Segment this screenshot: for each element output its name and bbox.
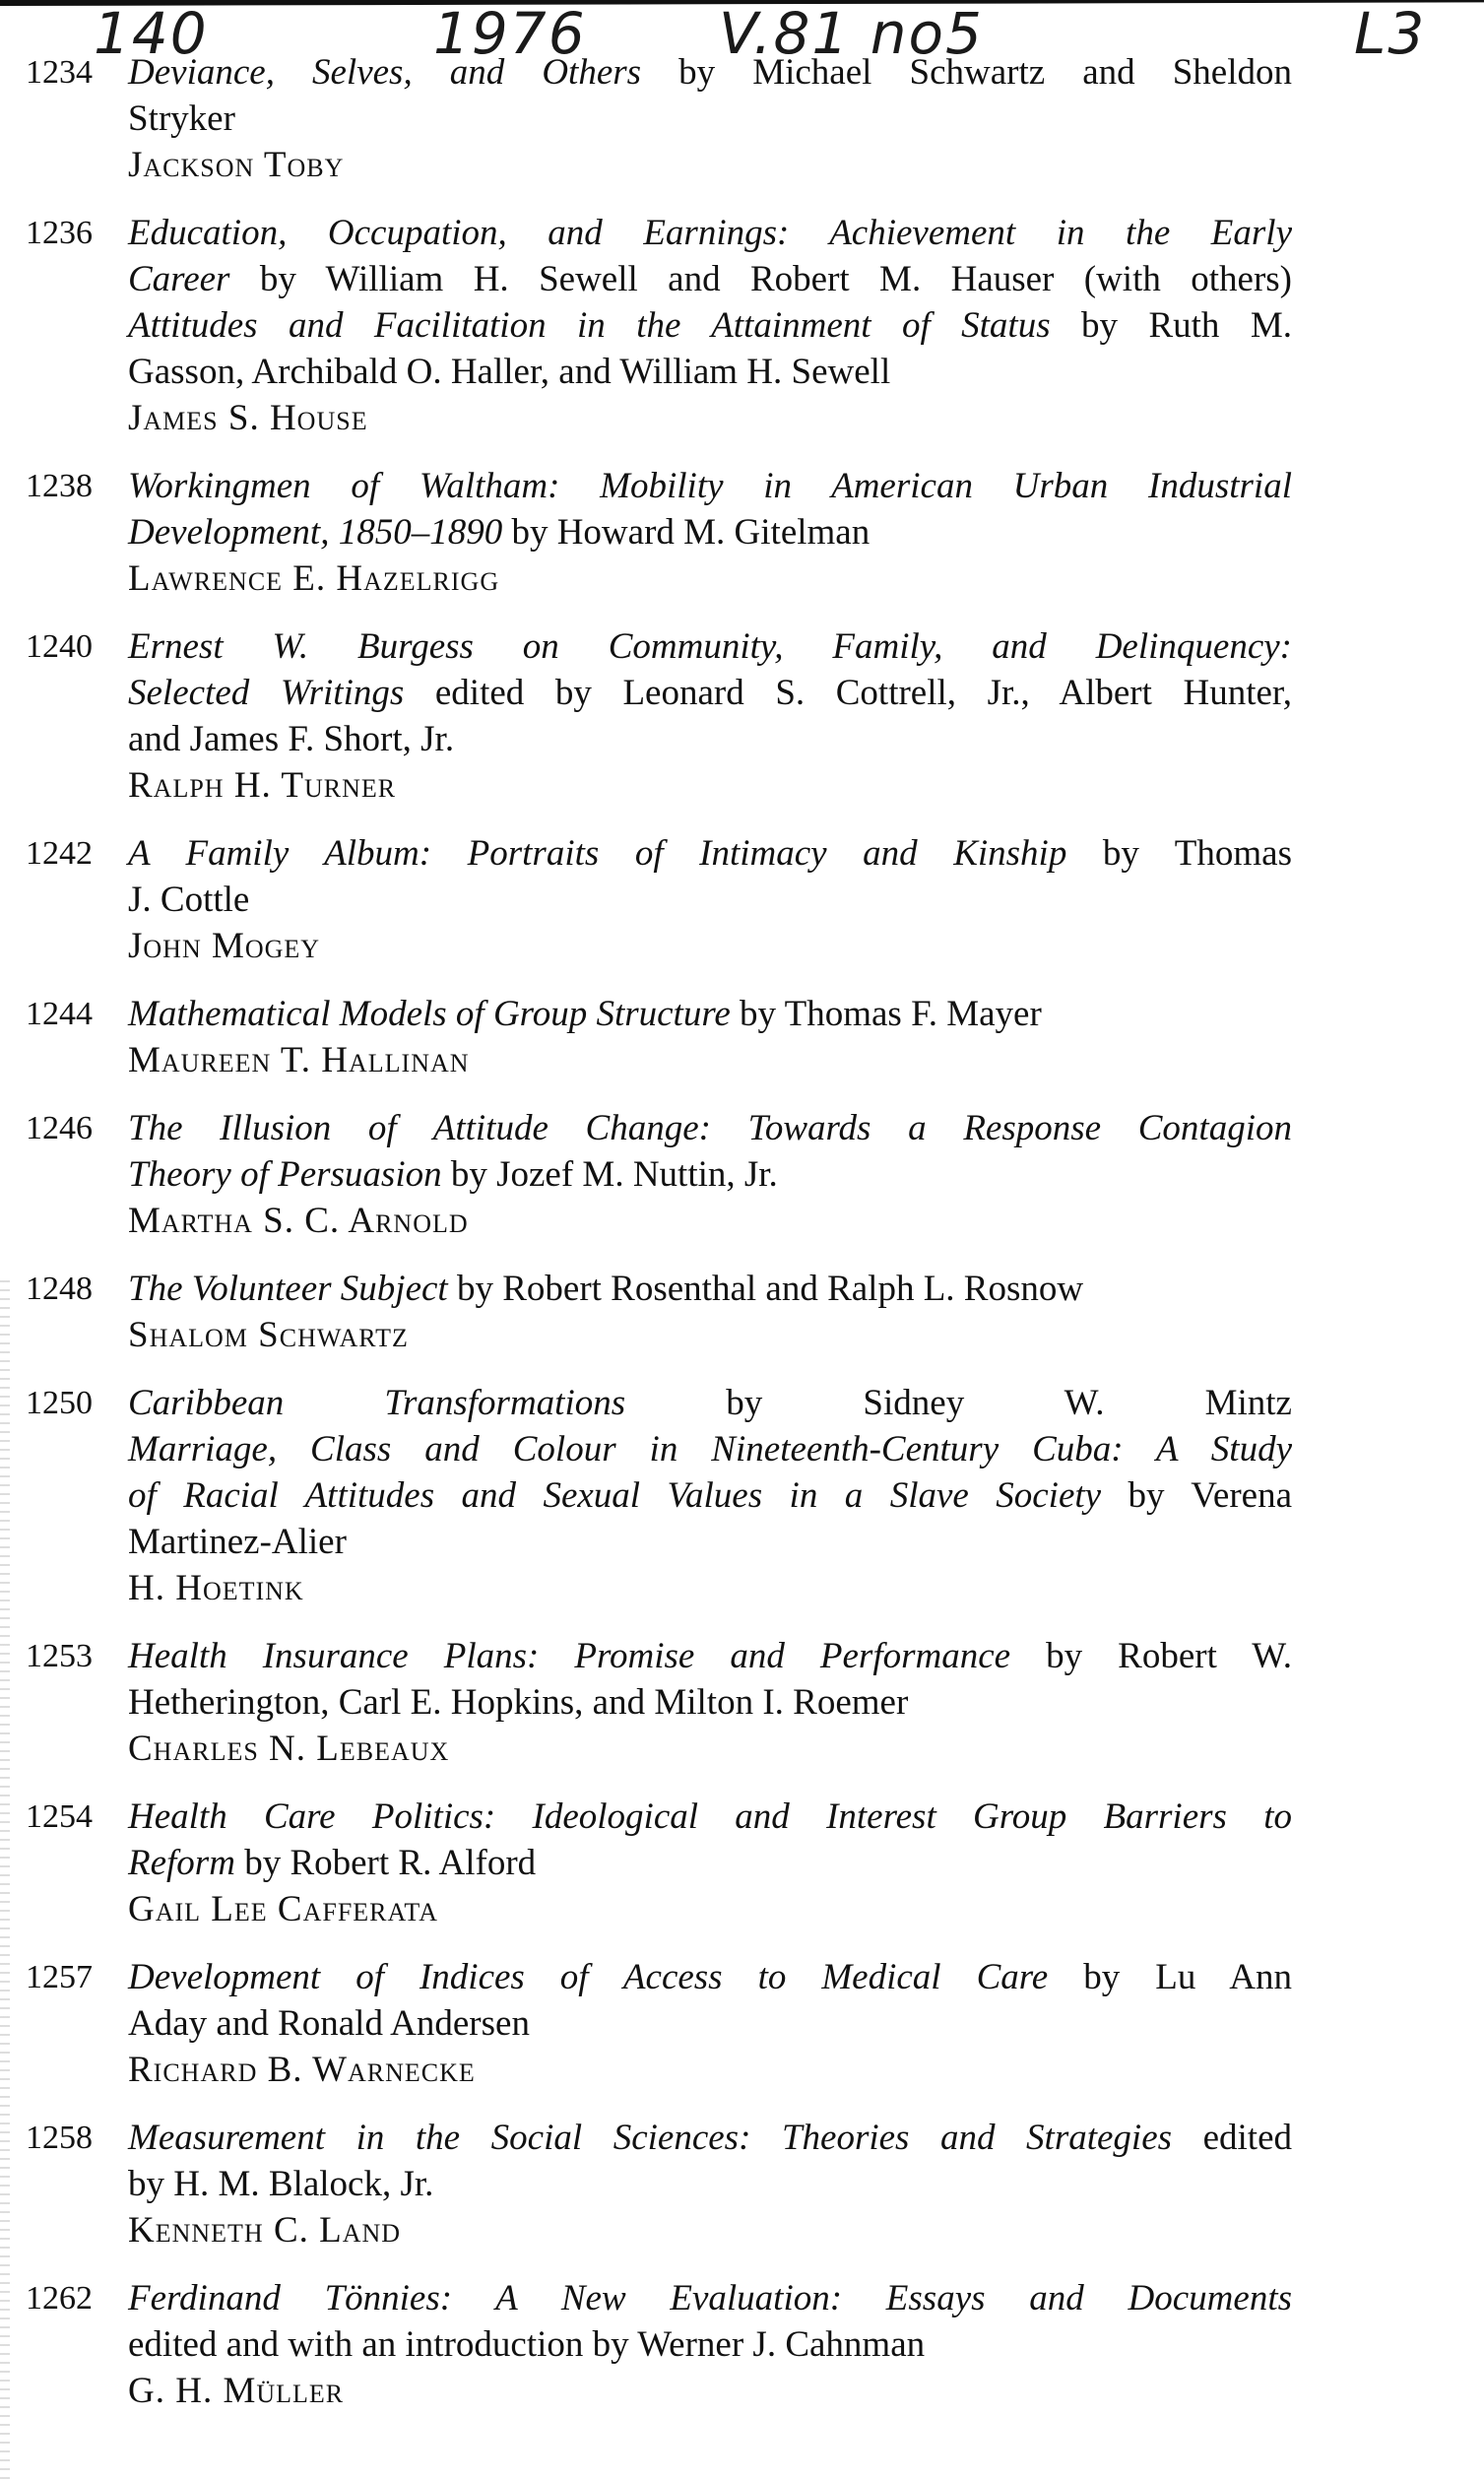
review-entry <box>0 991 1484 1083</box>
citation-text: by Thomas F. Mayer <box>730 994 1042 1034</box>
citation-text: by Robert Rosenthal and Ralph L. Rosnow <box>447 1269 1084 1309</box>
citation-line <box>128 1519 1292 1565</box>
review-entry <box>0 2275 1484 2414</box>
review-entry <box>0 1105 1484 1244</box>
reviewer-name: H. Hoetink <box>128 1568 304 1608</box>
citation-text: by Robert W. <box>1010 1636 1292 1676</box>
book-title: Marriage, Class and Colour in Nineteenth-Century Cuba: A Study <box>128 1429 1292 1469</box>
handwritten-note-1: 140 <box>94 0 209 67</box>
reviewer-name: Jackson Toby <box>128 145 345 185</box>
review-entry <box>0 1954 1484 2093</box>
entry-body <box>128 1105 1292 1244</box>
citation-line <box>128 49 1292 96</box>
review-entry <box>0 463 1484 602</box>
review-entry <box>0 1633 1484 1772</box>
citation-text: by Thomas <box>1066 833 1292 874</box>
entry-body <box>128 1380 1292 1611</box>
citation-text: by Robert R. Alford <box>234 1843 537 1883</box>
citation-line <box>128 349 1292 395</box>
handwritten-note-3: V.81 no5 <box>719 0 984 67</box>
citation-text: by H. M. Blalock, Jr. <box>128 2164 434 2204</box>
book-title: Health Care Politics: Ideological and Interest Group Barriers to <box>128 1796 1292 1837</box>
citation-line <box>128 2115 1292 2161</box>
citation-line <box>128 991 1292 1037</box>
entry-body <box>128 1954 1292 2093</box>
book-title: Measurement in the Social Sciences: Theories and Strategies <box>128 2118 1173 2158</box>
citation-text: by Michael Schwartz and Sheldon <box>641 52 1292 93</box>
citation-line <box>128 1266 1292 1312</box>
book-title: Reform <box>128 1843 235 1883</box>
citation-line <box>128 302 1292 349</box>
page-number: 1246 <box>26 1110 93 1146</box>
citation-line <box>128 463 1292 509</box>
book-title: Deviance, Selves, and Others <box>128 52 642 93</box>
entry-body <box>128 1794 1292 1932</box>
reviewer-name: Charles N. Lebeaux <box>128 1729 450 1769</box>
citation-line <box>128 670 1292 716</box>
reviewer-name: Ralph H. Turner <box>128 765 397 806</box>
citation-line <box>128 210 1292 256</box>
citation-line <box>128 623 1292 670</box>
entry-body <box>128 2275 1292 2414</box>
citation-line <box>128 256 1292 302</box>
citation-line <box>128 1105 1292 1151</box>
book-title: Theory of Persuasion <box>128 1154 442 1195</box>
citation-text: by Sidney W. Mintz <box>625 1383 1292 1423</box>
reviewer-name: James S. House <box>128 398 368 438</box>
page-number: 1258 <box>26 2120 93 2156</box>
citation-line <box>128 1679 1292 1726</box>
page-number: 1248 <box>26 1271 93 1307</box>
citation-line <box>128 830 1292 877</box>
citation-text: Stryker <box>128 98 235 139</box>
handwritten-note-4: L3 <box>1354 0 1427 67</box>
citation-text: Aday and Ronald Andersen <box>128 2003 530 2044</box>
book-title: Caribbean Transformations <box>128 1383 626 1423</box>
review-entry <box>0 210 1484 441</box>
reviewer-name: G. H. Müller <box>128 2371 345 2411</box>
book-title: Ferdinand Tönnies: A New Evaluation: Essays and Documents <box>128 2278 1292 2318</box>
citation-line <box>128 1151 1292 1198</box>
page-number: 1240 <box>26 628 93 665</box>
citation-text: by Lu Ann <box>1048 1957 1292 1997</box>
review-entry <box>0 49 1484 188</box>
book-title: Career <box>128 259 230 299</box>
reviewer-name: Martha S. C. Arnold <box>128 1201 469 1241</box>
citation-text: edited <box>1172 2118 1292 2158</box>
reviewer-name: Richard B. Warnecke <box>128 2050 476 2090</box>
citation-line <box>128 1633 1292 1679</box>
citation-text: J. Cottle <box>128 880 250 920</box>
page-number: 1257 <box>26 1959 93 1995</box>
page-number: 1253 <box>26 1638 93 1674</box>
review-list <box>0 49 1484 2414</box>
citation-line <box>128 96 1292 142</box>
citation-line <box>128 2161 1292 2207</box>
reviewer-name: Kenneth C. Land <box>128 2210 402 2251</box>
review-entry <box>0 1380 1484 1611</box>
citation-text: Martinez-Alier <box>128 1522 347 1562</box>
review-entry <box>0 830 1484 969</box>
citation-text: Gasson, Archibald O. Haller, and William H. Sewell <box>128 352 891 392</box>
book-title: Attitudes and Facilitation in the Attainment of Status <box>128 305 1051 346</box>
citation-line <box>128 2000 1292 2047</box>
review-entry <box>0 2115 1484 2253</box>
book-title: Development of Indices of Access to Medical Care <box>128 1957 1049 1997</box>
review-entry <box>0 1794 1484 1932</box>
page-number: 1254 <box>26 1798 93 1835</box>
citation-text: edited by Leonard S. Cottrell, Jr., Albert Hunter, <box>404 673 1292 713</box>
citation-text: and James F. Short, Jr. <box>128 719 455 759</box>
citation-text: by Ruth M. <box>1050 305 1292 346</box>
book-title: A Family Album: Portraits of Intimacy and Kinship <box>128 833 1067 874</box>
citation-line <box>128 509 1292 555</box>
citation-text: by Howard M. Gitelman <box>502 512 871 553</box>
entry-body <box>128 1266 1292 1358</box>
page-number: 1238 <box>26 468 93 504</box>
citation-line <box>128 1380 1292 1426</box>
page-number: 1242 <box>26 835 93 872</box>
book-title: Selected Writings <box>128 673 405 713</box>
review-entry <box>0 623 1484 809</box>
page-number: 1234 <box>26 54 93 91</box>
review-entry <box>0 1266 1484 1358</box>
entry-body <box>128 49 1292 188</box>
book-title: Mathematical Models of Group Structure <box>128 994 731 1034</box>
citation-text: by Verena <box>1101 1475 1292 1516</box>
entry-body <box>128 463 1292 602</box>
page-number: 1244 <box>26 996 93 1032</box>
reviewer-name: Maureen T. Hallinan <box>128 1040 470 1080</box>
entry-body <box>128 2115 1292 2253</box>
entry-body <box>128 830 1292 969</box>
entry-body <box>128 210 1292 441</box>
citation-line <box>128 1954 1292 2000</box>
book-title: of Racial Attitudes and Sexual Values in a Slave Society <box>128 1475 1102 1516</box>
book-title: Workingmen of Waltham: Mobility in American Urban Industrial <box>128 466 1292 506</box>
entry-body <box>128 1633 1292 1772</box>
handwritten-note-2: 1976 <box>433 0 587 67</box>
citation-text: by Jozef M. Nuttin, Jr. <box>441 1154 778 1195</box>
book-title: The Volunteer Subject <box>128 1269 448 1309</box>
reviewer-name: Gail Lee Cafferata <box>128 1889 438 1929</box>
book-title: Development, 1850–1890 <box>128 512 503 553</box>
page-number: 1236 <box>26 215 93 251</box>
reviewer-name: Shalom Schwartz <box>128 1315 409 1355</box>
citation-line <box>128 2321 1292 2368</box>
citation-line <box>128 2275 1292 2321</box>
book-title: The Illusion of Attitude Change: Towards a Response Contagion <box>128 1108 1292 1148</box>
book-title: Ernest W. Burgess on Community, Family, and Delinquency: <box>128 626 1292 667</box>
entry-body <box>128 623 1292 809</box>
reviewer-name: John Mogey <box>128 926 321 966</box>
citation-line <box>128 1840 1292 1886</box>
page-number: 1262 <box>26 2280 93 2317</box>
citation-text: by William H. Sewell and Robert M. Hauser (with others) <box>229 259 1292 299</box>
citation-text: edited and with an introduction by Werner J. Cahnman <box>128 2324 926 2365</box>
citation-line <box>128 1426 1292 1472</box>
citation-text: Hetherington, Carl E. Hopkins, and Milton I. Roemer <box>128 1682 909 1723</box>
book-title: Health Insurance Plans: Promise and Performance <box>128 1636 1011 1676</box>
citation-line <box>128 1472 1292 1519</box>
page-number: 1250 <box>26 1385 93 1421</box>
citation-line <box>128 877 1292 923</box>
reviewer-name: Lawrence E. Hazelrigg <box>128 558 500 599</box>
entry-body <box>128 991 1292 1083</box>
book-title: Education, Occupation, and Earnings: Achievement in the Early <box>128 213 1292 253</box>
citation-line <box>128 1794 1292 1840</box>
citation-line <box>128 716 1292 762</box>
